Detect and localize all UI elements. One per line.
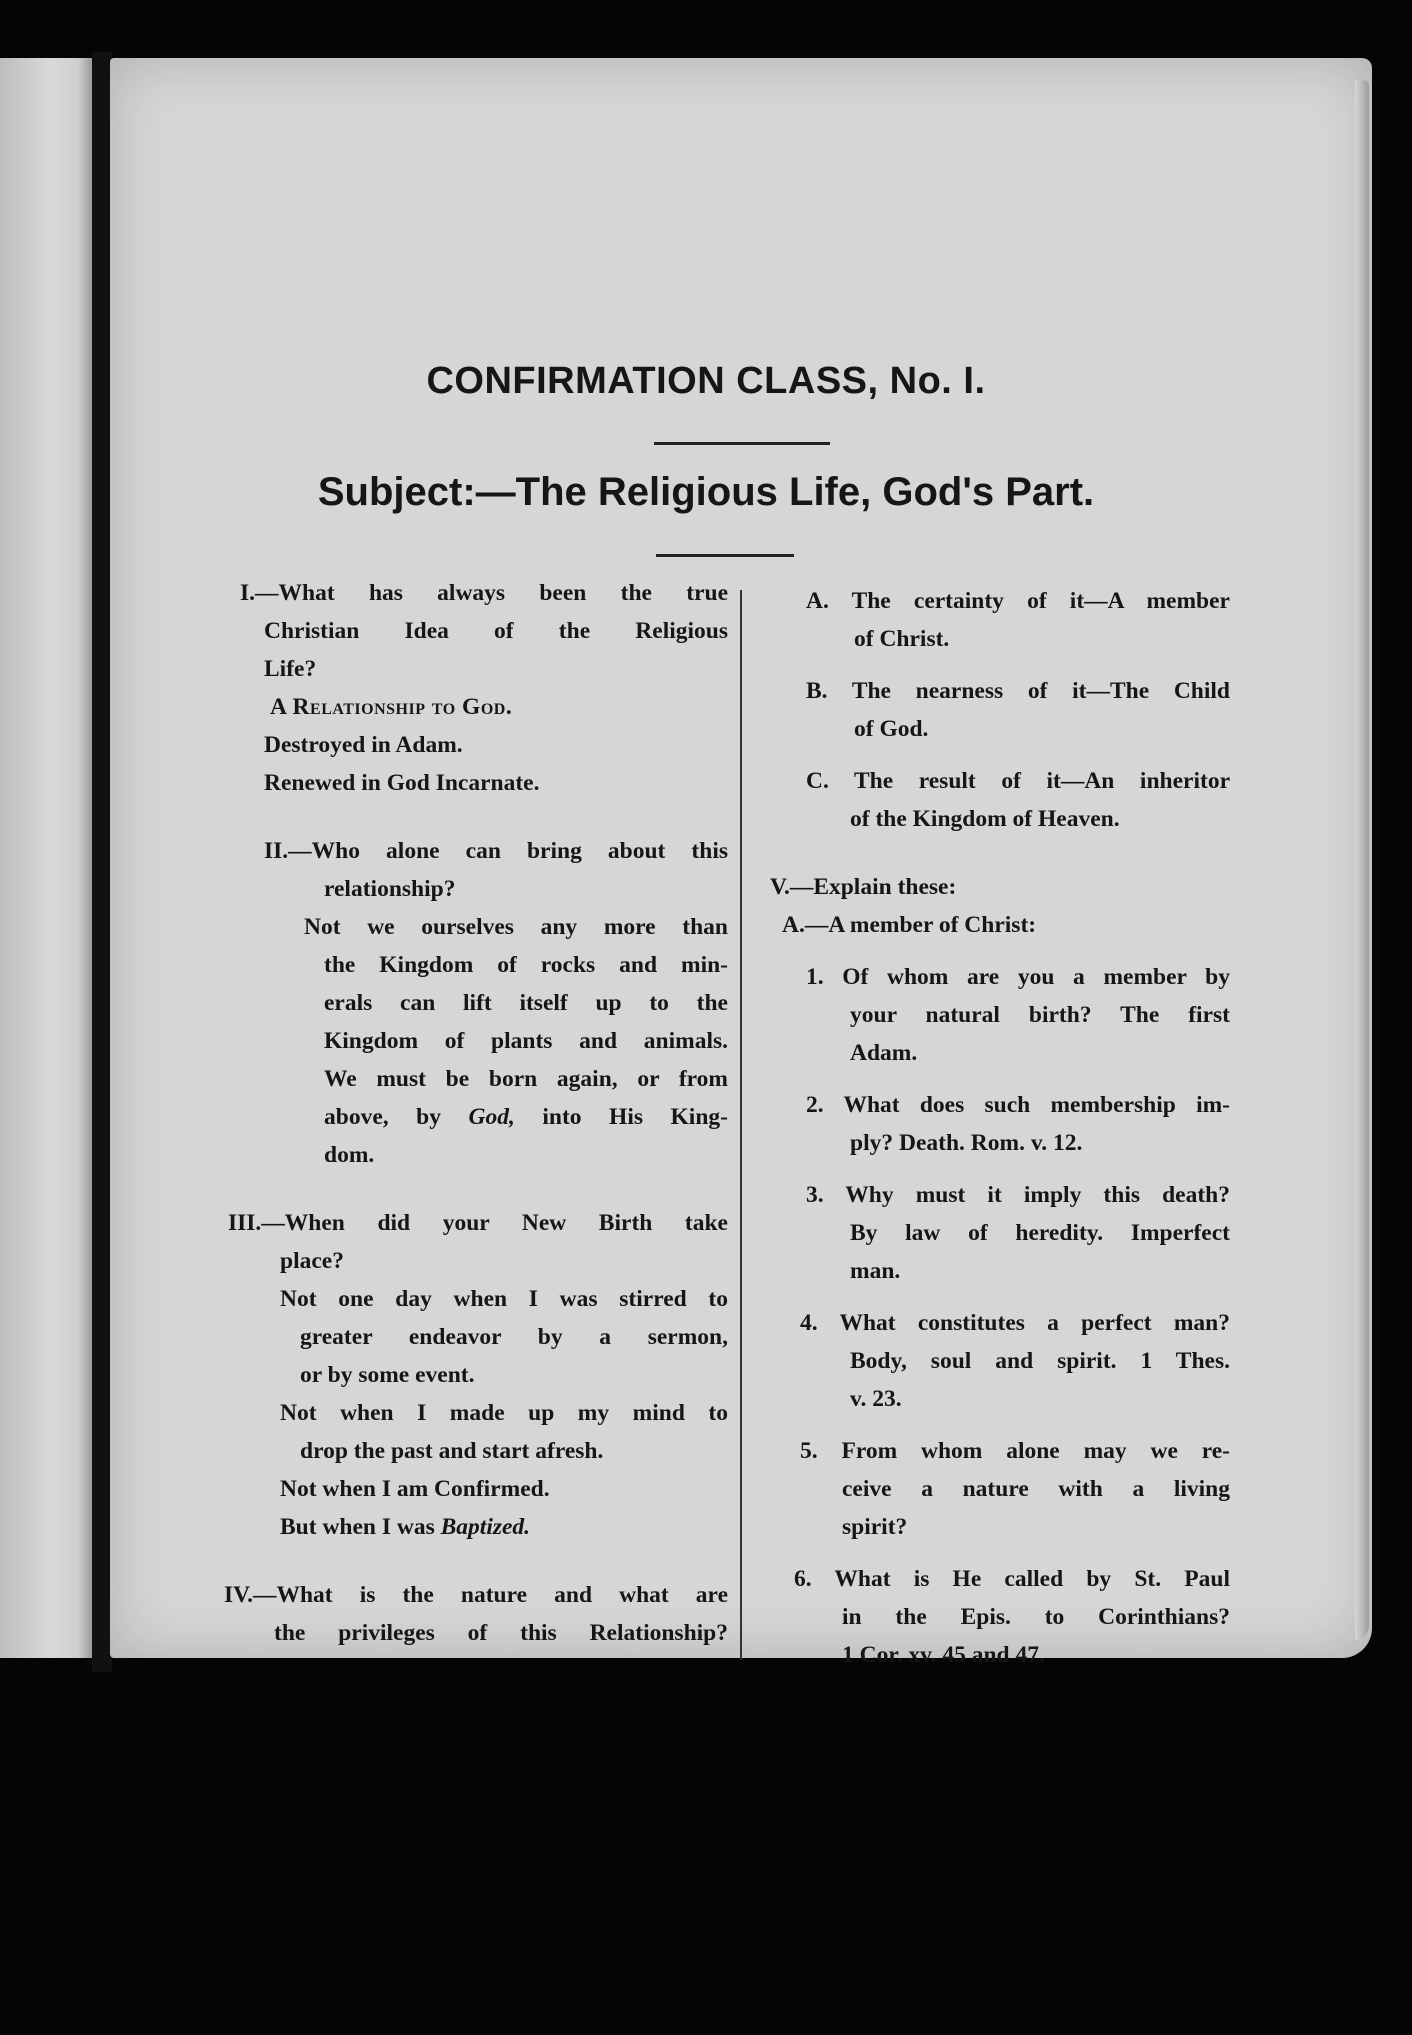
answer-line: A Relationship to God.: [270, 694, 513, 720]
item-line: Adam.: [850, 1040, 918, 1066]
item-line: ceive a nature with a living: [842, 1476, 1230, 1502]
question-5: [770, 868, 1230, 944]
page-edge-shadow: [1355, 80, 1369, 1640]
item-line: 6. What is He called by St. Paul: [794, 1566, 1230, 1592]
emphasis-text: God,: [468, 1104, 515, 1130]
question-line: IV.—What is the nature and what are: [224, 1582, 728, 1608]
item-line: 3. Why must it imply this death?: [806, 1182, 1230, 1208]
point-a: [770, 582, 1230, 658]
item-line: man.: [850, 1258, 901, 1284]
answer-line: Not we ourselves any more than: [304, 914, 728, 940]
title-divider: [654, 442, 830, 445]
book-gutter: [92, 52, 112, 1672]
left-column: [224, 574, 728, 1666]
point-line: B. The nearness of it—The Child: [806, 678, 1230, 704]
item-line: 1 Cor. xv. 45 and 47.: [842, 1642, 1045, 1668]
question-line: II.—Who alone can bring about this: [264, 838, 728, 864]
question-line: Life?: [264, 656, 317, 682]
question-line: place?: [280, 1248, 344, 1274]
point-line: C. The result of it—An inheritor: [806, 768, 1230, 794]
page-title: CONFIRMATION CLASS, No. I.: [426, 360, 986, 402]
answer-line: Renewed in God Incarnate.: [264, 770, 540, 796]
answer-line: Kingdom of plants and animals.: [324, 1028, 728, 1054]
question-line: A.—A member of Christ:: [782, 912, 1037, 938]
list-item-4: [770, 1304, 1230, 1418]
question-2: [264, 832, 728, 1174]
list-item-2: [770, 1086, 1230, 1162]
answer-line: Not when I made up my mind to: [280, 1400, 728, 1426]
question-line: III.—When did your New Birth take: [228, 1210, 728, 1236]
answer-line: the Kingdom of rocks and min-: [324, 952, 728, 978]
question-4: [224, 1576, 728, 1652]
item-line: Body, soul and spirit. 1 Thes.: [850, 1348, 1230, 1374]
answer-line: or by some event.: [300, 1362, 475, 1388]
item-line: spirit?: [842, 1514, 908, 1540]
facing-page-edge: [0, 58, 92, 1658]
subject-heading: Subject:—The Religious Life, God's Part.: [317, 470, 1095, 514]
answer-text: But when I was: [280, 1514, 441, 1540]
column-divider: [740, 590, 742, 1660]
answer-line: [264, 1098, 728, 1136]
answer-line: dom.: [324, 1142, 375, 1168]
question-line: the privileges of this Relationship?: [274, 1620, 728, 1646]
answer-line: greater endeavor by a sermon,: [300, 1324, 728, 1350]
point-line: A. The certainty of it—A member: [806, 588, 1230, 614]
question-line: Christian Idea of the Religious: [264, 618, 728, 644]
answer-line: Destroyed in Adam.: [264, 732, 463, 758]
item-line: in the Epis. to Corinthians?: [842, 1604, 1230, 1630]
item-line: ply? Death. Rom. v. 12.: [850, 1130, 1083, 1156]
answer-line: erals can lift itself up to the: [324, 990, 728, 1016]
item-line: 2. What does such membership im-: [806, 1092, 1230, 1118]
list-item-5: [770, 1432, 1230, 1546]
answer-line: Not when I am Confirmed.: [280, 1476, 550, 1502]
answer-text: into His King-: [514, 1104, 728, 1130]
right-column: [770, 574, 1230, 1688]
point-c: [770, 762, 1230, 838]
answer-line: [228, 1508, 728, 1546]
question-line: V.—Explain these:: [770, 874, 957, 900]
answer-text: above, by: [324, 1104, 469, 1130]
item-line: By law of heredity. Imperfect: [850, 1220, 1230, 1246]
question-3: [228, 1204, 728, 1546]
list-item-6: [770, 1560, 1230, 1674]
answer-line: drop the past and start afresh.: [300, 1438, 604, 1464]
point-line: of the Kingdom of Heaven.: [850, 806, 1120, 832]
emphasis-text: Baptized.: [440, 1514, 531, 1540]
list-item-3: [770, 1176, 1230, 1290]
subject-divider: [656, 554, 794, 557]
point-b: [770, 672, 1230, 748]
item-line: your natural birth? The first: [850, 1002, 1230, 1028]
point-line: of Christ.: [854, 626, 950, 652]
list-item-1: [770, 958, 1230, 1072]
question-line: I.—What has always been the true: [240, 580, 728, 606]
item-line: 5. From whom alone may we re-: [800, 1438, 1230, 1464]
item-line: 1. Of whom are you a member by: [806, 964, 1230, 990]
question-1: [240, 574, 728, 802]
point-line: of God.: [854, 716, 929, 742]
question-line: relationship?: [324, 876, 456, 902]
answer-line: Not one day when I was stirred to: [280, 1286, 728, 1312]
item-line: v. 23.: [850, 1386, 902, 1412]
item-line: 4. What constitutes a perfect man?: [800, 1310, 1230, 1336]
answer-line: We must be born again, or from: [324, 1066, 728, 1092]
